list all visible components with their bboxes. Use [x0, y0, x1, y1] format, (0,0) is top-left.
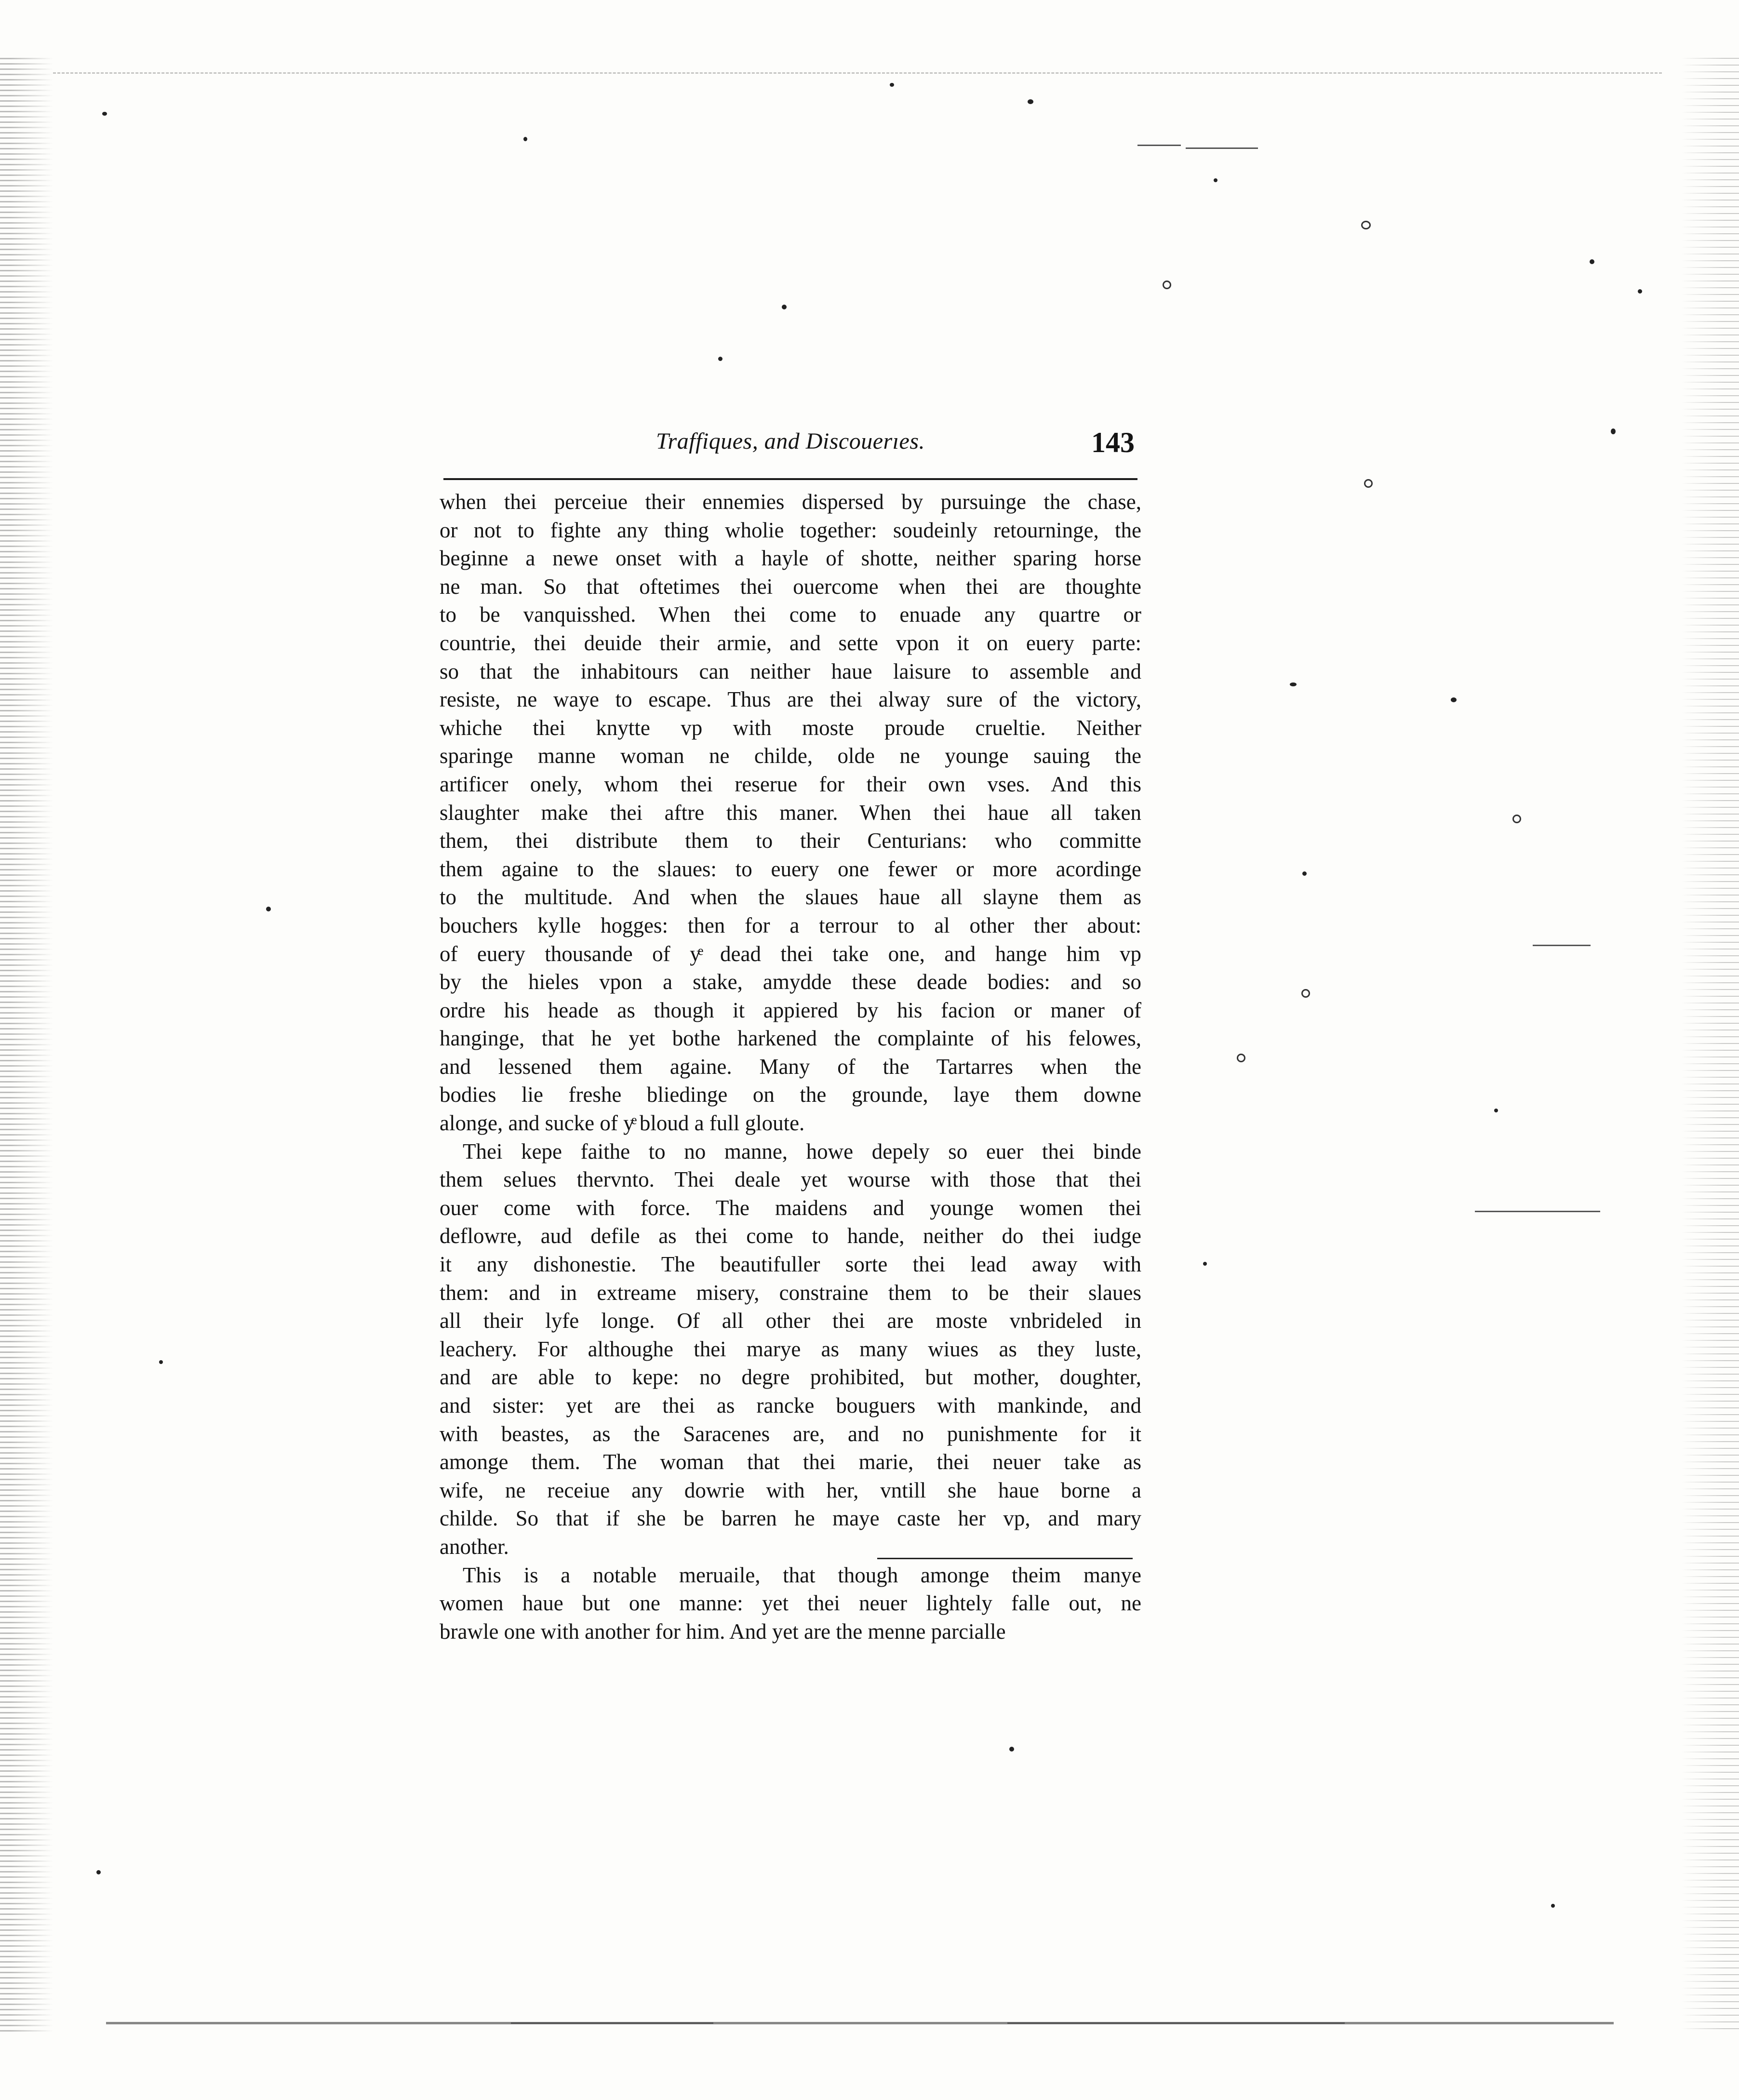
text-line: ne man. So that oftetimes thei ouercome when thei are thoughte	[440, 574, 1141, 599]
text-line: whiche thei knytte vp with moste proude crueltie. Neither	[440, 715, 1141, 740]
text-line: by the hieles vpon a stake, amydde these deade bodies: and so	[440, 970, 1141, 994]
text-line: so that the inhabitours can neither haue laisure to assemble and	[440, 659, 1141, 683]
text-line: ouer come with force. The maidens and younge women thei	[440, 1195, 1141, 1220]
speck	[1009, 1747, 1014, 1752]
speck	[1028, 99, 1033, 104]
text-line: women haue but one manne: yet thei neuer lightely falle out, ne	[440, 1591, 1141, 1616]
text-line: childe. So that if she be barren he maye caste her vp, and mary	[440, 1506, 1141, 1531]
page-header	[443, 424, 1137, 468]
speck	[782, 305, 787, 309]
speck	[1302, 871, 1307, 876]
speck	[1638, 289, 1642, 294]
paragraph-rule	[877, 1558, 1133, 1559]
text-line: of euery thousande of yͤ dead thei take one, and hange him vp	[440, 941, 1141, 966]
scan-dash	[1137, 145, 1181, 146]
page-edge-right	[1681, 58, 1739, 2034]
speck	[102, 112, 107, 116]
page-edge-left	[0, 58, 53, 2034]
text-line: bodies lie freshe bliedinge on the grounde, laye them downe	[440, 1083, 1141, 1107]
text-line: alonge, and sucke of yͤ bloud a full gloute.	[440, 1111, 805, 1136]
text-line: deflowre, aud defile as thei come to hande, neither do thei iudge	[440, 1224, 1141, 1248]
text-line: with beastes, as the Saracenes are, and no punishmente for it	[440, 1421, 1141, 1446]
speck	[1451, 697, 1457, 702]
speck	[1290, 682, 1297, 686]
speck	[1611, 428, 1616, 434]
speck	[96, 1870, 101, 1874]
text-line: Thei kepe faithe to no manne, howe depely so euer thei binde	[463, 1139, 1141, 1164]
text-line: brawle one with another for him. And yet are the menne parcialle	[440, 1619, 1006, 1644]
page-edge-bottom	[106, 2022, 1614, 2029]
speck	[1494, 1109, 1498, 1112]
ring-speck	[1361, 221, 1371, 229]
text-line: them, thei distribute them to their Centurians: who committe	[440, 829, 1141, 853]
paragraph	[440, 488, 1141, 1137]
speck	[1203, 1262, 1207, 1266]
text-line: them againe to the slaues: to euery one fewer or more acordinge	[440, 856, 1141, 881]
text-line: countrie, thei deuide their armie, and sette vpon it on euery parte:	[440, 630, 1141, 655]
text-line: and sister: yet are thei as rancke bouguers with mankinde, and	[440, 1393, 1141, 1418]
text-line: or not to fighte any thing wholie together: soudeinly retourninge, the	[440, 518, 1141, 542]
speck	[890, 83, 894, 87]
speck	[1590, 259, 1594, 264]
text-line: wife, ne receiue any dowrie with her, vntill she haue borne a	[440, 1478, 1141, 1502]
text-line: leachery. For althoughe thei marye as many wiues as they luste,	[440, 1337, 1141, 1361]
text-line: it any dishonestie. The beautifuller sorte thei lead away with	[440, 1252, 1141, 1277]
text-line: ordre his heade as though it appiered by his facion or maner of	[440, 998, 1141, 1022]
paragraph	[440, 1561, 1141, 1646]
running-head: Traffiques, and Discouerıes.	[655, 428, 925, 454]
speck	[1214, 178, 1217, 182]
text-line: another.	[440, 1534, 509, 1559]
text-line: and are able to kepe: no degre prohibited, but mother, doughter,	[440, 1365, 1141, 1390]
text-line: bouchers kylle hogges: then for a terrour to al other ther about:	[440, 913, 1141, 937]
text-line: them selues thervnto. Thei deale yet wourse with those that thei	[440, 1167, 1141, 1192]
body-text	[440, 488, 1141, 1645]
scan-dash	[511, 2022, 713, 2024]
speck	[718, 357, 722, 361]
header-rule	[443, 478, 1137, 480]
scan-dash	[1007, 2022, 1345, 2024]
scan-dash	[1186, 147, 1258, 149]
text-line: when thei perceiue their ennemies dispersed by pursuinge the chase,	[440, 490, 1141, 514]
page-edge-top	[53, 72, 1662, 77]
text-line: hanginge, that he yet bothe harkened the complainte of his felowes,	[440, 1026, 1141, 1051]
text-line: sparinge manne woman ne childe, olde ne younge sauing the	[440, 744, 1141, 768]
speck	[159, 1360, 163, 1364]
text-line: resiste, ne waye to escape. Thus are thei alway sure of the victory,	[440, 687, 1141, 712]
ring-speck	[1364, 479, 1373, 488]
speck	[266, 907, 271, 911]
ring-speck	[1512, 815, 1521, 823]
text-line: all their lyfe longe. Of all other thei are moste vnbrideled in	[440, 1309, 1141, 1333]
ring-speck	[1301, 989, 1310, 998]
text-line: slaughter make thei aftre this maner. When thei haue all taken	[440, 800, 1141, 825]
page-number: 143	[1091, 427, 1135, 458]
scan-dash	[1475, 1211, 1600, 1212]
text-line: This is a notable meruaile, that though amonge theim manye	[463, 1563, 1141, 1587]
text-line: beginne a newe onset with a hayle of shotte, neither sparing horse	[440, 546, 1141, 571]
text-line: amonge them. The woman that thei marie, thei neuer take as	[440, 1450, 1141, 1474]
ring-speck	[1163, 281, 1171, 289]
text-line: to the multitude. And when the slaues haue all slayne them as	[440, 885, 1141, 910]
paragraph	[440, 1137, 1141, 1561]
text-line: them: and in extreame misery, constraine them to be their slaues	[440, 1280, 1141, 1305]
text-line: artificer onely, whom thei reserue for their own vses. And this	[440, 772, 1141, 796]
text-line: and lessened them againe. Many of the Tartarres when the	[440, 1054, 1141, 1079]
scan-dash	[1533, 945, 1591, 946]
text-line: to be vanquisshed. When thei come to enuade any quartre or	[440, 602, 1141, 627]
speck	[1551, 1904, 1555, 1908]
speck	[523, 137, 527, 141]
ring-speck	[1237, 1054, 1245, 1062]
